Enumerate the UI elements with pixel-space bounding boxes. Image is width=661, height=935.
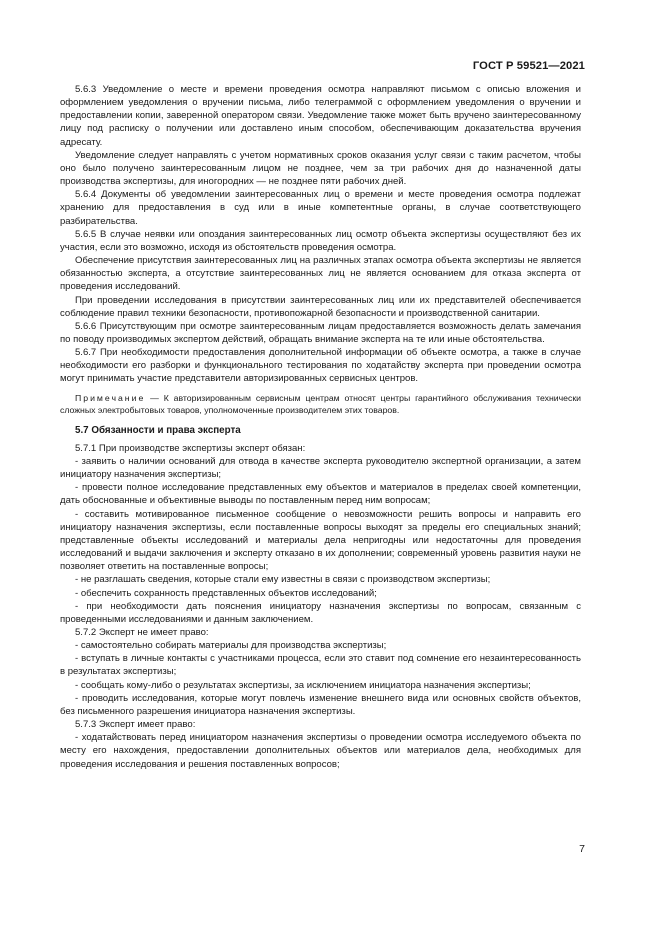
list-item-impossibility-message: - составить мотивированное письменное сообщение о невозможности решить вопросы и направить его инициатору назначения экспертизы, если поставленные вопросы выходят за пределы его специальных знаний; представленные объекты исследований и материалы дела непригодны или недостаточны для проведения исследований и выдачи заключения и эксперту отказано в их дополнении; современный уровень развития науки не позволяет ответить на поставленные вопросы; [60, 508, 581, 573]
paragraph-5-6-4: 5.6.4 Документы об уведомлении заинтересованных лиц о времени и месте проведения осмотра подлежат хранению для предоставления в суд или в иные компетентные органы, в случае соответствующего разбирательства. [60, 189, 581, 227]
note-text: — К авторизированным сервисным центрам относят центры гарантийного обслуживания технически сложных электробытовых товаров, уполномоченные производителем этих товаров. [60, 392, 581, 416]
paragraph-5-7-2: 5.7.2 Эксперт не имеет право: [75, 626, 209, 638]
paragraph-presence-not-obligation: Обеспечение присутствия заинтересованных лиц на различных этапах осмотра объекта экспертизы не является обязанностью эксперта, а отсутствие заинтересованных лиц не является основанием для отказа эксперта от проведения исследований. [60, 255, 581, 293]
list-item-give-explanations: - при необходимости дать пояснения инициатору назначения экспертизы по вопросам, связанным с проведенными исследованиями и данным заключением. [60, 600, 581, 625]
page-content [60, 83, 581, 771]
list-item-no-destructive-research: - проводить исследования, которые могут повлечь изменение внешнего вида или основных свойств объектов, без письменного разрешения инициатора назначения экспертизы. [60, 692, 581, 717]
paragraph-safety-rules: При проведении исследования в присутствии заинтересованных лиц или их представителей обеспечивается соблюдение правил техники безопасности, противопожарной безопасности и производственной санитарии. [60, 294, 581, 319]
paragraph-5-6-6: 5.6.6 Присутствующим при осмотре заинтересованным лицам предоставляется возможность делать замечания по поводу производимых экспертом действий, обращать внимание эксперта на те или иные обстоятельства. [60, 320, 581, 345]
paragraph-5-7-3: 5.7.3 Эксперт имеет право: [75, 719, 196, 731]
section-heading-5-7: 5.7 Обязанности и права эксперта [75, 424, 241, 436]
note-label: Примечание [75, 392, 146, 403]
paragraph-5-7-1: 5.7.1 При производстве экспертизы эксперт обязан: [75, 442, 306, 454]
paragraph-5-6-5: 5.6.5 В случае неявки или опоздания заинтересованных лиц осмотр объекта экспертизы осуществляют без их участия, если это возможно, исходя из обстоятельств проведения осмотра. [60, 228, 581, 253]
list-item-full-research: - провести полное исследование представленных ему объектов и материалов в пределах своей компетенции, дать обоснованные и объективные выводы по поставленным перед ним вопросам; [60, 482, 581, 507]
list-item-declare-recusal: - заявить о наличии оснований для отвода в качестве эксперта руководителю экспертной организации, а затем инициатору назначения экспертизы; [60, 455, 581, 481]
list-item-no-personal-contacts: - вступать в личные контакты с участниками процесса, если это ставит под сомнение его незаинтересованность в результатах экспертизы; [60, 653, 581, 678]
list-item-no-disclosure: - сообщать кому-либо о результатах экспертизы, за исключением инициатора назначения экспертизы; [75, 679, 531, 691]
paragraph-notification-terms: Уведомление следует направлять с учетом нормативных сроков оказания услуг связи с таким расчетом, чтобы оно было получено заинтересованным лицом не позднее, чем за три рабочих дня до назначенной даты производства экспертизы, для иногородних — не позднее пяти рабочих дней. [60, 149, 581, 188]
list-item-confidentiality: - не разглашать сведения, которые стали ему известны в связи с производством экспертизы; [75, 574, 491, 586]
page-number: 7 [579, 843, 585, 855]
paragraph-5-6-3: 5.6.3 Уведомление о месте и времени проведения осмотра направляют письмом с описью вложения и оформлением уведомления о вручении письма, либо телеграммой с оформлением уведомления о вручении и предоставлении копии, заверенной оператором связи. Уведомление также может быть вручено заинтересованному лицу под расписку о получении или доставлено иным способом, обеспечивающим доказательства вручения адресату. [60, 84, 581, 148]
document-header: ГОСТ Р 59521—2021 [472, 60, 585, 72]
list-item-no-self-collection: - самостоятельно собирать материалы для производства экспертизы; [75, 640, 387, 652]
list-item-petition-inspection: - ходатайствовать перед инициатором назначения экспертизы о проведении осмотра исследуемого объекта по месту его нахождения, предоставлении дополнительных объектов или материалов дела, необходимых для проведения исследования и решения поставленных вопросов; [60, 732, 581, 770]
list-item-preserve-objects: - обеспечить сохранность представленных объектов исследований; [75, 587, 377, 599]
note [60, 392, 581, 417]
paragraph-5-6-7: 5.6.7 При необходимости предоставления дополнительной информации об объекте осмотра, а также в случае необходимости его разборки и функционального тестирования по ходатайству эксперта при проведении осмотра могут принимать участие представители авторизированных сервисных центров. [60, 347, 581, 385]
